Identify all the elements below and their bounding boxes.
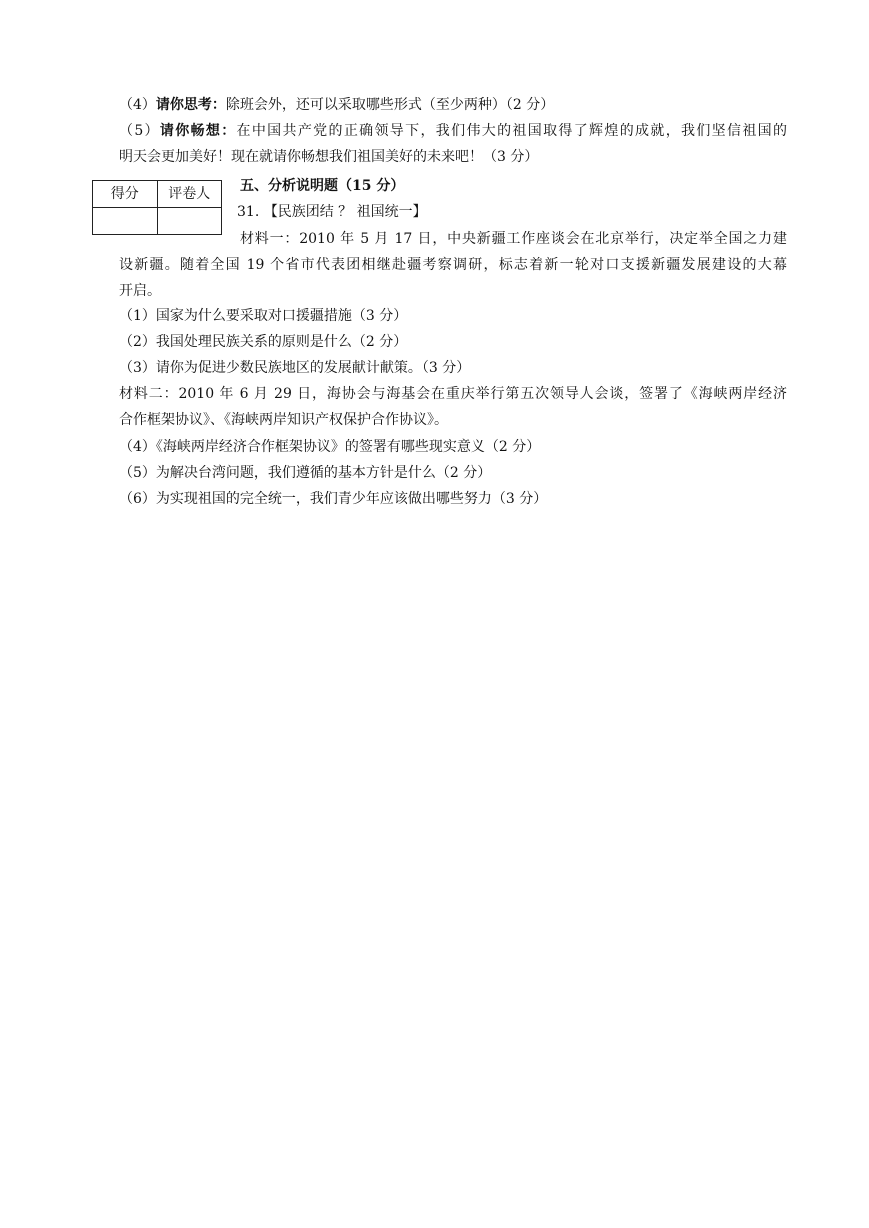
material-1-line-3: 开启。	[119, 283, 161, 299]
score-table	[92, 180, 222, 235]
question-5-line-1	[119, 118, 787, 144]
question-5-line-2: 明天会更加美好！现在就请你畅想我们祖国美好的未来吧！（3 分）	[119, 149, 539, 165]
sub-question-5: （5）为解决台湾问题，我们遵循的基本方针是什么（2 分）	[119, 465, 492, 481]
score-header: 得分	[93, 181, 158, 208]
grader-header: 评卷人	[157, 181, 222, 208]
question-5-label: （5）	[119, 123, 160, 139]
sub-question-3: （3）请你为促进少数民族地区的发展献计献策。（3 分）	[119, 360, 471, 376]
material-2-line-2: 合作框架协议》、《海峡两岸知识产权保护合作协议》。	[119, 412, 448, 428]
question-5-prompt: 请你畅想：	[159, 123, 237, 139]
sub-question-2: （2）我国处理民族关系的原则是什么（2 分）	[119, 334, 408, 350]
question-5-text-1: 在中国共产党的正确领导下，我们伟大的祖国取得了辉煌的成就，我们坚信祖国的	[236, 123, 787, 139]
material-1-line-2: 设新疆。随着全国 19 个省市代表团相继赴疆考察调研，标志着新一轮对口支援新疆发展建设的大幕	[119, 257, 787, 273]
material-2-line-1: 材料二：2010 年 6 月 29 日，海协会与海基会在重庆举行第五次领导人会谈，签署了《海峡两岸经济	[119, 386, 787, 402]
material-1-line-1: 材料一：2010 年 5 月 17 日，中央新疆工作座谈会在北京举行，决定举全国之力建	[240, 231, 787, 247]
question-4	[119, 92, 787, 118]
question-4-text: 除班会外，还可以采取哪些形式（至少两种）（2 分）	[225, 97, 555, 113]
sub-question-4: （4）《海峡两岸经济合作框架协议》的签署有哪些现实意义（2 分）	[119, 439, 541, 455]
sub-question-6: （6）为实现祖国的完全统一，我们青少年应该做出哪些努力（3 分）	[119, 491, 548, 507]
question-4-label: （4）	[119, 97, 156, 113]
section-heading: 五、分析说明题（15 分）	[240, 178, 405, 194]
question-4-prompt: 请你思考：	[155, 97, 226, 113]
score-cell	[93, 208, 158, 235]
question-31-title: 31. 【民族团结 ？ 祖国统一】	[237, 204, 427, 220]
grader-cell	[157, 208, 222, 235]
sub-question-1: （1）国家为什么要采取对口援疆措施（3 分）	[119, 308, 408, 324]
